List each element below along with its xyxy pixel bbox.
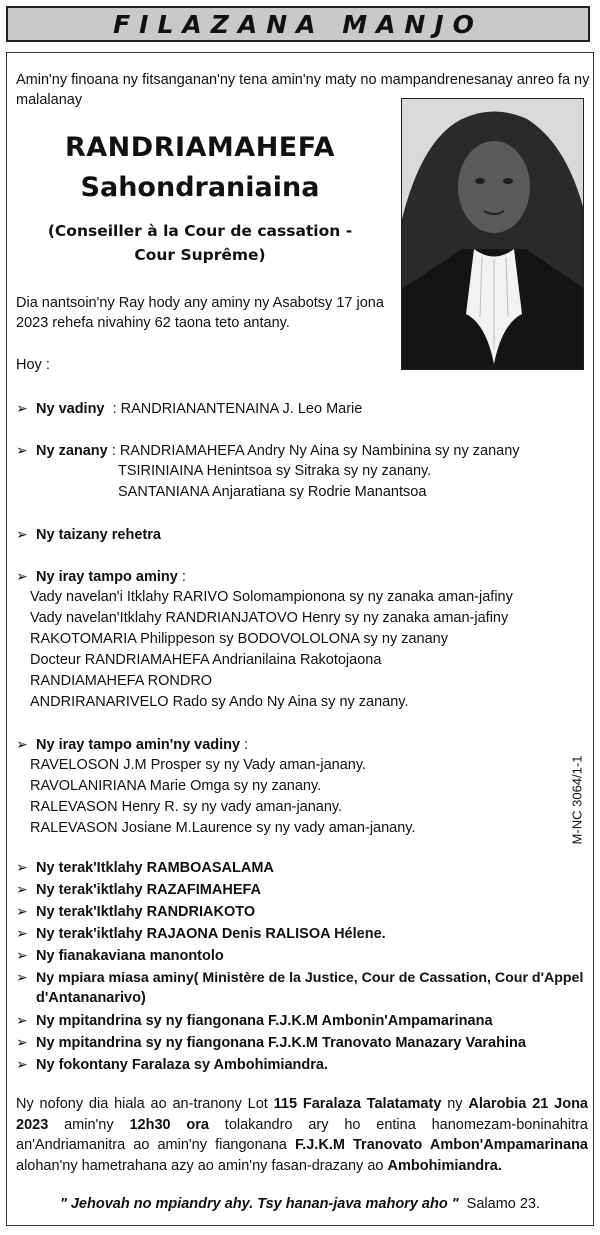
- deceased-title-line1: (Conseiller à la Cour de cassation -: [47, 222, 353, 240]
- bold-list-item: [16, 879, 261, 900]
- arrow-icon: ➢: [16, 1012, 28, 1028]
- bold-list-item: [16, 857, 274, 878]
- funeral-burial-place: Ambohimiandra.: [387, 1157, 502, 1174]
- vadiny-value: : RANDRIANANTENAINA J. Leo Marie: [112, 401, 363, 417]
- colon-text: :: [240, 737, 249, 753]
- iray-tampo-vadiny-line: RAVOLANIRIANA Marie Omga sy ny zanany.: [30, 778, 322, 794]
- deceased-surname: RANDRIAMAHEFA: [65, 132, 335, 163]
- iray-tampo-vadiny-line: RAVELOSON J.M Prosper sy ny Vady aman-janany.: [30, 757, 367, 773]
- taizany-row: [16, 524, 161, 545]
- bold-list-text: Ny terak'Itklahy RAMBOASALAMA: [36, 860, 274, 876]
- iray-tampo-line: RAKOTOMARIA Philippeson sy BODOVOLOLONA sy ny zanany: [30, 631, 448, 647]
- funeral-text: alohan'ny hametrahana azy ao amin'ny fasan-drazany ao: [16, 1157, 388, 1174]
- iray-tampo-line: ANDRIRANARIVELO Rado sy Ando Ny Aina sy ny zanany.: [30, 694, 409, 710]
- taizany-label: Ny taizany rehetra: [36, 527, 161, 543]
- iray-tampo-vadiny-label: Ny iray tampo amin'ny vadiny: [36, 737, 241, 753]
- bold-list-item: [16, 945, 224, 966]
- iray-tampo-row: [16, 566, 186, 587]
- zanany-line: TSIRINIAINA Henintsoa sy Sitraka sy ny zanany.: [118, 463, 432, 479]
- bold-list-item: [16, 923, 386, 944]
- deceased-photo: [401, 98, 584, 370]
- funeral-address: 115 Faralaza Talatamaty: [273, 1096, 442, 1112]
- iray-tampo-line: Vady navelan'i Itklahy RARIVO Solomampionona sy ny zanaka aman-jafiny: [30, 589, 513, 605]
- bold-list-text: Ny fokontany Faralaza sy Ambohimiandra.: [36, 1057, 328, 1073]
- vadiny-label: Ny vadiny: [36, 401, 105, 417]
- arrow-icon: ➢: [16, 903, 28, 919]
- announcement-text: Dia nantsoin'ny Ray hody any aminy ny Asabotsy 17 jona 2023 rehefa nivahiny 62 taona teto antany.: [16, 295, 384, 331]
- closing-quote: [0, 1196, 600, 1212]
- quote-text: " Jehovah no mpiandry ahy. Tsy hanan-java mahory aho ": [59, 1196, 459, 1212]
- iray-tampo-label: Ny iray tampo aminy: [36, 569, 178, 585]
- funeral-text: Ny nofony dia hiala ao an-tranony Lot: [16, 1096, 274, 1112]
- arrow-icon: ➢: [16, 400, 28, 416]
- header-title: FILAZANA MANJO: [113, 9, 483, 39]
- intro-text: Amin'ny finoana ny fitsanganan'ny tena amin'ny maty no mampandrenesanay anreo fa ny malalanay: [16, 72, 590, 108]
- portrait-image: [402, 99, 584, 370]
- notice-header: [6, 6, 590, 42]
- bold-list-text: Ny terak'Iktlahy RANDRIAKOTO: [36, 904, 256, 920]
- zanany-line: SANTANIANA Anjaratiana sy Rodrie Manantsoa: [118, 484, 427, 500]
- bold-list-item: [16, 1054, 328, 1075]
- arrow-icon: ➢: [16, 859, 28, 875]
- arrow-icon: ➢: [16, 881, 28, 897]
- ad-reference-text: M-NC 3064/1-1: [569, 755, 585, 845]
- funeral-date: Alarobia 21 Jona 2023: [16, 1096, 588, 1133]
- arrow-icon: ➢: [16, 568, 28, 584]
- bold-list-text: Ny fianakaviana manontolo: [36, 948, 224, 964]
- funeral-time: 12h30 ora: [129, 1116, 209, 1133]
- funeral-church: F.J.K.M Tranovato Ambon'Ampamarinana: [294, 1137, 588, 1153]
- funeral-text: tolakandro ary ho entina hanomezam-boninahitra an'Andriamanitra ao amin'ny fiangonana: [16, 1116, 588, 1153]
- iray-tampo-vadiny-line: RALEVASON Henry R. sy ny vady aman-janany.: [30, 799, 343, 815]
- zanany-label: Ny zanany: [36, 443, 108, 459]
- deceased-given-name: Sahondraniaina: [80, 172, 320, 203]
- bold-list-text: Ny mpiara miasa aminy( Ministère de la Justice, Cour de Cassation, Cour d'Appel: [36, 970, 584, 986]
- arrow-icon: ➢: [16, 1034, 28, 1050]
- iray-tampo-line: RANDIAMAHEFA RONDRO: [30, 673, 213, 689]
- iray-tampo-line: Vady navelan'Itklahy RANDRIANJATOVO Henry sy ny zanaka aman-jafiny: [30, 610, 509, 626]
- bold-list-text: Ny terak'iktlahy RAZAFIMAHEFA: [36, 882, 262, 898]
- funeral-text: amin'ny: [48, 1116, 130, 1133]
- arrow-icon: ➢: [16, 736, 28, 752]
- zanany-line: : RANDRIAMAHEFA Andry Ny Aina sy Nambinina sy ny zanany: [111, 443, 520, 459]
- zanany-row: [16, 440, 520, 461]
- arrow-icon: ➢: [16, 947, 28, 963]
- bold-list-text: Ny mpitandrina sy ny fiangonana F.J.K.M Ambonin'Ampamarinana: [36, 1013, 493, 1029]
- bold-list-item: [16, 967, 583, 988]
- funeral-details: [16, 1094, 588, 1176]
- arrow-icon: ➢: [16, 526, 28, 542]
- arrow-icon: ➢: [16, 925, 28, 941]
- iray-tampo-vadiny-row: [16, 734, 248, 755]
- arrow-icon: ➢: [16, 1056, 28, 1072]
- vadiny-row: [16, 398, 362, 419]
- colon-text: :: [177, 569, 186, 585]
- hoy-label: Hoy :: [16, 357, 50, 373]
- bold-list-text: Ny terak'iktlahy RAJAONA Denis RALISOA Hélene.: [36, 926, 386, 942]
- bold-list-item: [16, 1010, 493, 1031]
- arrow-icon: ➢: [16, 442, 28, 458]
- iray-tampo-vadiny-line: RALEVASON Josiane M.Laurence sy ny vady aman-janany.: [30, 820, 416, 836]
- arrow-icon: ➢: [16, 969, 28, 985]
- bold-list-item: [16, 1032, 526, 1053]
- bold-list-continuation: d'Antananarivo): [36, 990, 146, 1006]
- bold-list-text: Ny mpitandrina sy ny fiangonana F.J.K.M Tranovato Manazary Varahina: [36, 1035, 526, 1051]
- ad-reference-code: [567, 740, 587, 860]
- quote-source: Salamo 23.: [466, 1196, 541, 1212]
- funeral-text: ny: [441, 1096, 469, 1112]
- iray-tampo-line: Docteur RANDRIAMAHEFA Andrianilaina Rakotojaona: [30, 652, 382, 668]
- bold-list-item: [16, 901, 255, 922]
- deceased-title-line2: Cour Suprême): [134, 246, 266, 264]
